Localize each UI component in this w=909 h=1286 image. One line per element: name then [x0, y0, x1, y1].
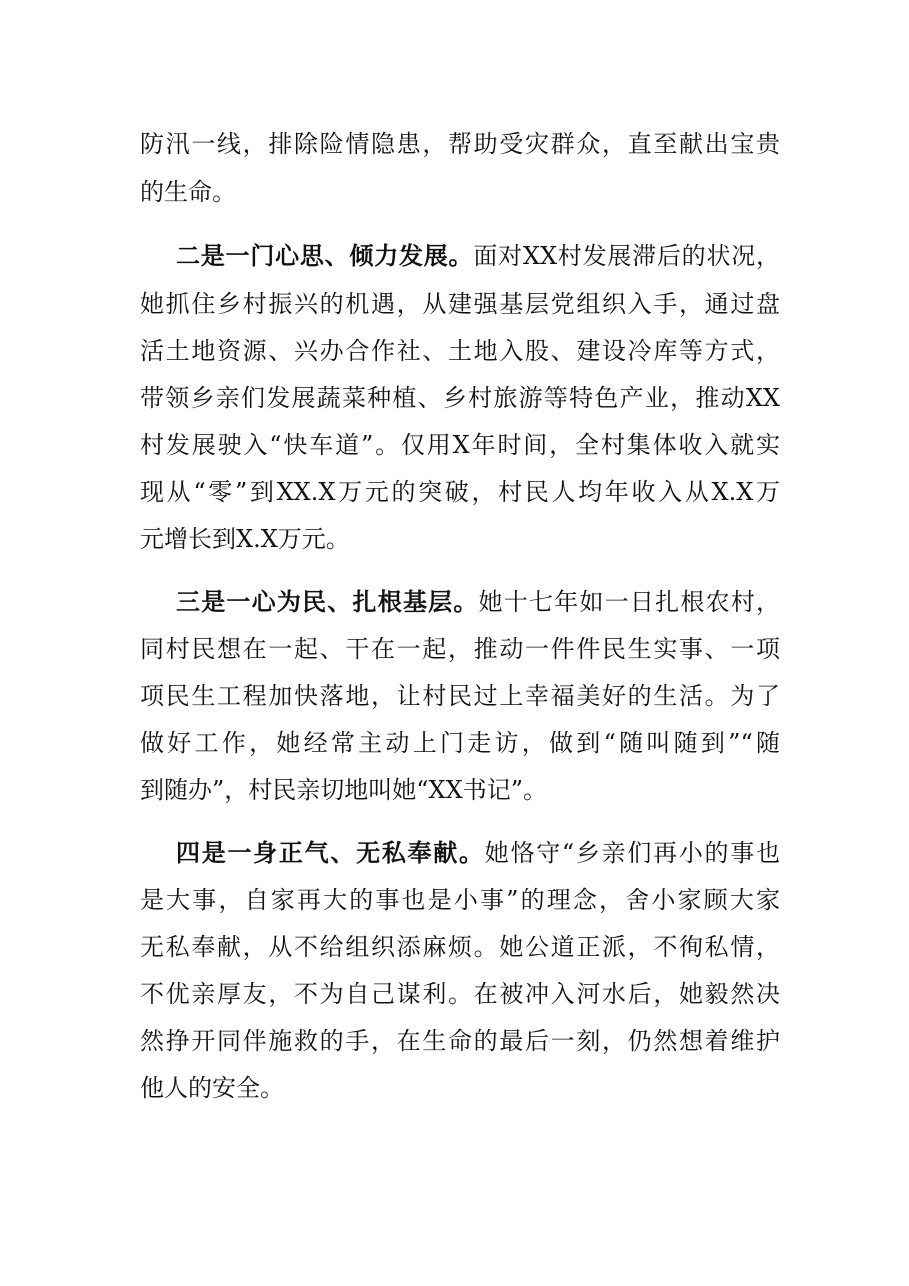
paragraph-4-line-5 [140, 1021, 780, 1061]
paragraph-3-line-5 [140, 770, 780, 810]
paragraph-3-line-3 [140, 676, 780, 716]
paragraph-4-line-2 [140, 880, 780, 920]
line-text: 带领乡亲们发展蔬菜种植、乡村旅游等特色产业，推动XX [140, 384, 780, 412]
line-text: 不优亲厚友，不为自己谋利。在被冲入河水后，她毅然决 [140, 980, 780, 1008]
line-text: 村发展驶入“快车道”。仅用X年时间，全村集体收入就实 [140, 431, 780, 459]
line-text: 元增长到X.X万元。 [140, 525, 350, 553]
paragraph-2-line-1 [176, 236, 780, 276]
paragraph-2-line-6 [140, 472, 780, 512]
paragraph-2-line-2 [140, 284, 780, 324]
line-text: 防汛一线，排除险情隐患，帮助受灾群众，直至献出宝贵 [140, 130, 780, 158]
paragraph-2-line-7 [140, 519, 780, 559]
line-text: 然挣开同伴施救的手，在生命的最后一刻，仍然想着维护 [140, 1027, 780, 1055]
line-text: 是大事，自家再大的事也是小事”的理念，舍小家顾大家 [140, 886, 780, 914]
line-text: 她恪守“乡亲们再小的事也 [484, 839, 780, 867]
paragraph-4-line-1 [176, 833, 780, 873]
paragraph-3-line-4 [140, 723, 780, 763]
line-text: 无私奉献，从不给组织添麻烦。她公道正派，不徇私情， [140, 933, 780, 961]
line-text: 他人的安全。 [140, 1074, 284, 1102]
paragraph-2-line-5 [140, 425, 780, 465]
paragraph-4-line-4 [140, 974, 780, 1014]
line-text: 项民生工程加快落地，让村民过上幸福美好的生活。为了 [140, 682, 780, 710]
paragraph-2-line-4 [140, 378, 780, 418]
paragraph-4-line-3 [140, 927, 780, 967]
line-text: 她十七年如一日扎根农村， [478, 588, 780, 616]
paragraph-heading: 二是一门心思、倾力发展。 [176, 241, 474, 270]
line-text: 面对XX村发展滞后的状况， [473, 242, 781, 270]
paragraph-3-line-2 [140, 629, 780, 669]
paragraph-2-line-3 [140, 331, 780, 371]
line-text: 活土地资源、兴办合作社、土地入股、建设冷库等方式， [140, 337, 780, 365]
paragraph-3-line-1 [176, 582, 780, 622]
paragraph-heading: 四是一身正气、无私奉献。 [176, 838, 485, 867]
line-text: 现从“零”到XX.X万元的突破，村民人均年收入从X.X万 [140, 478, 780, 506]
paragraph-heading: 三是一心为民、扎根基层。 [176, 587, 479, 616]
line-text: 的生命。 [140, 178, 236, 206]
line-text: 做好工作，她经常主动上门走访，做到“随叫随到”“随 [140, 729, 780, 757]
line-text: 她抓住乡村振兴的机遇，从建强基层党组织入手，通过盘 [140, 290, 780, 318]
paragraph-4-line-6 [140, 1068, 780, 1108]
paragraph-1-line-2 [140, 172, 780, 212]
paragraph-1-line-1 [140, 124, 780, 164]
line-text: 到随办”，村民亲切地叫她“XX书记”。 [140, 776, 547, 804]
line-text: 同村民想在一起、干在一起，推动一件件民生实事、一项 [140, 635, 780, 663]
